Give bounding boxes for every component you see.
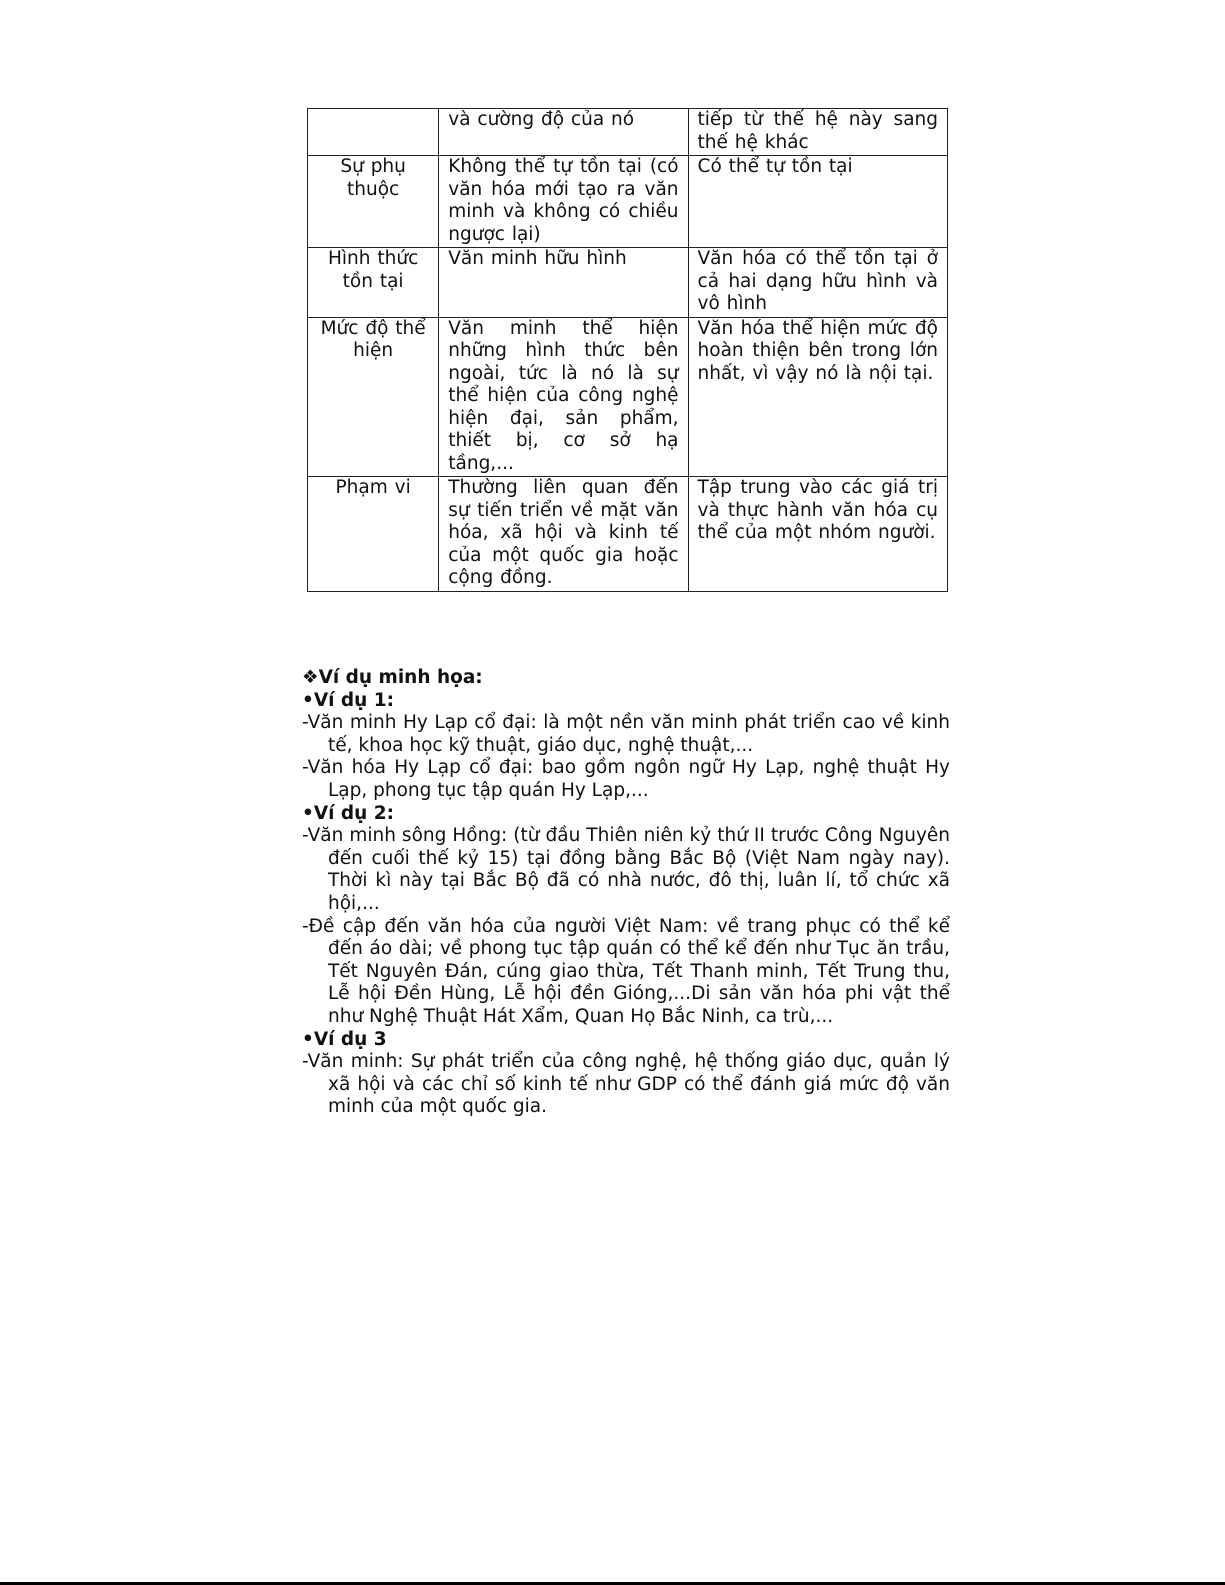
table-cell-culture: tiếp từ thế hệ này sang thế hệ khác bbox=[688, 109, 947, 156]
example-2-culture: -Đề cập đến văn hóa của người Việt Nam: về trang phục có thể kể đến áo dài; về phong tục tập quán có thể kể đến như Tục ăn trầu, Tết Nguyên Đán, cúng giao thừa, Tết Thanh minh, Tết Trung thu, Lễ hội Đền Hùng, Lễ hội đền Gióng,...Di sản văn hóa phi vật thể như Nghệ Thuật Hát Xẩm, Quan Họ Bắc Ninh, ca trù,... bbox=[302, 915, 950, 1027]
table-cell-criterion: Phạm vi bbox=[308, 477, 439, 592]
table-cell-civilization: Văn minh thể hiện những hình thức bên ngoài, tức là nó là sự thể hiện của công nghệ hiện đại, sản phẩm, thiết bị, cơ sở hạ tầng,... bbox=[439, 317, 688, 477]
examples-section bbox=[302, 667, 950, 1119]
table-row bbox=[308, 248, 948, 318]
example-3-civilization: -Văn minh: Sự phát triển của công nghệ, hệ thống giáo dục, quản lý xã hội và các chỉ số kinh tế như GDP có thể đánh giá mức độ văn minh của một quốc gia. bbox=[302, 1051, 950, 1118]
example-2-title: •Ví dụ 2: bbox=[302, 802, 395, 824]
example-3-title: •Ví dụ 3 bbox=[302, 1028, 387, 1050]
table-row bbox=[308, 477, 948, 592]
table-cell-criterion: Hình thức tồn tại bbox=[308, 248, 439, 318]
table-row bbox=[308, 109, 948, 156]
example-1-culture: -Văn hóa Hy Lạp cổ đại: bao gồm ngôn ngữ Hy Lạp, nghệ thuật Hy Lạp, phong tục tập quán Hy Lạp,... bbox=[302, 757, 950, 801]
example-2-civilization: -Văn minh sông Hồng: (từ đầu Thiên niên kỷ thứ II trước Công Nguyên đến cuối thế kỷ 15) tại đồng bằng Bắc Bộ (Việt Nam ngày nay). Thời kì này tại Bắc Bộ đã có nhà nước, đô thị, luân lí, tổ chức xã hội,... bbox=[302, 825, 950, 914]
table-cell-culture: Có thể tự tồn tại bbox=[688, 156, 947, 248]
table-cell-civilization: Văn minh hữu hình bbox=[439, 248, 688, 318]
examples-heading: ❖Ví dụ minh họa: bbox=[302, 667, 483, 688]
table-cell-criterion bbox=[308, 109, 439, 156]
table-cell-culture: Tập trung vào các giá trị và thực hành văn hóa cụ thể của một nhóm người. bbox=[688, 477, 947, 592]
example-1-civilization: -Văn minh Hy Lạp cổ đại: là một nền văn minh phát triển cao về kinh tế, khoa học kỹ thuật, giáo dục, nghệ thuật,... bbox=[302, 712, 950, 756]
table-cell-civilization: và cường độ của nó bbox=[439, 109, 688, 156]
table-cell-civilization: Không thể tự tồn tại (có văn hóa mới tạo ra văn minh và không có chiều ngược lại) bbox=[439, 156, 688, 248]
table-row bbox=[308, 317, 948, 477]
table-cell-civilization: Thường liên quan đến sự tiến triển về mặt văn hóa, xã hội và kinh tế của một quốc gia hoặc cộng đồng. bbox=[439, 477, 688, 592]
table-cell-criterion: Mức độ thể hiện bbox=[308, 317, 439, 477]
table-cell-culture: Văn hóa có thể tồn tại ở cả hai dạng hữu hình và vô hình bbox=[688, 248, 947, 318]
table-cell-culture: Văn hóa thể hiện mức độ hoàn thiện bên trong lớn nhất, vì vậy nó là nội tại. bbox=[688, 317, 947, 477]
comparison-table bbox=[307, 108, 948, 592]
example-1-title: •Ví dụ 1: bbox=[302, 689, 395, 711]
table-cell-criterion: Sự phụ thuộc bbox=[308, 156, 439, 248]
table-row bbox=[308, 156, 948, 248]
